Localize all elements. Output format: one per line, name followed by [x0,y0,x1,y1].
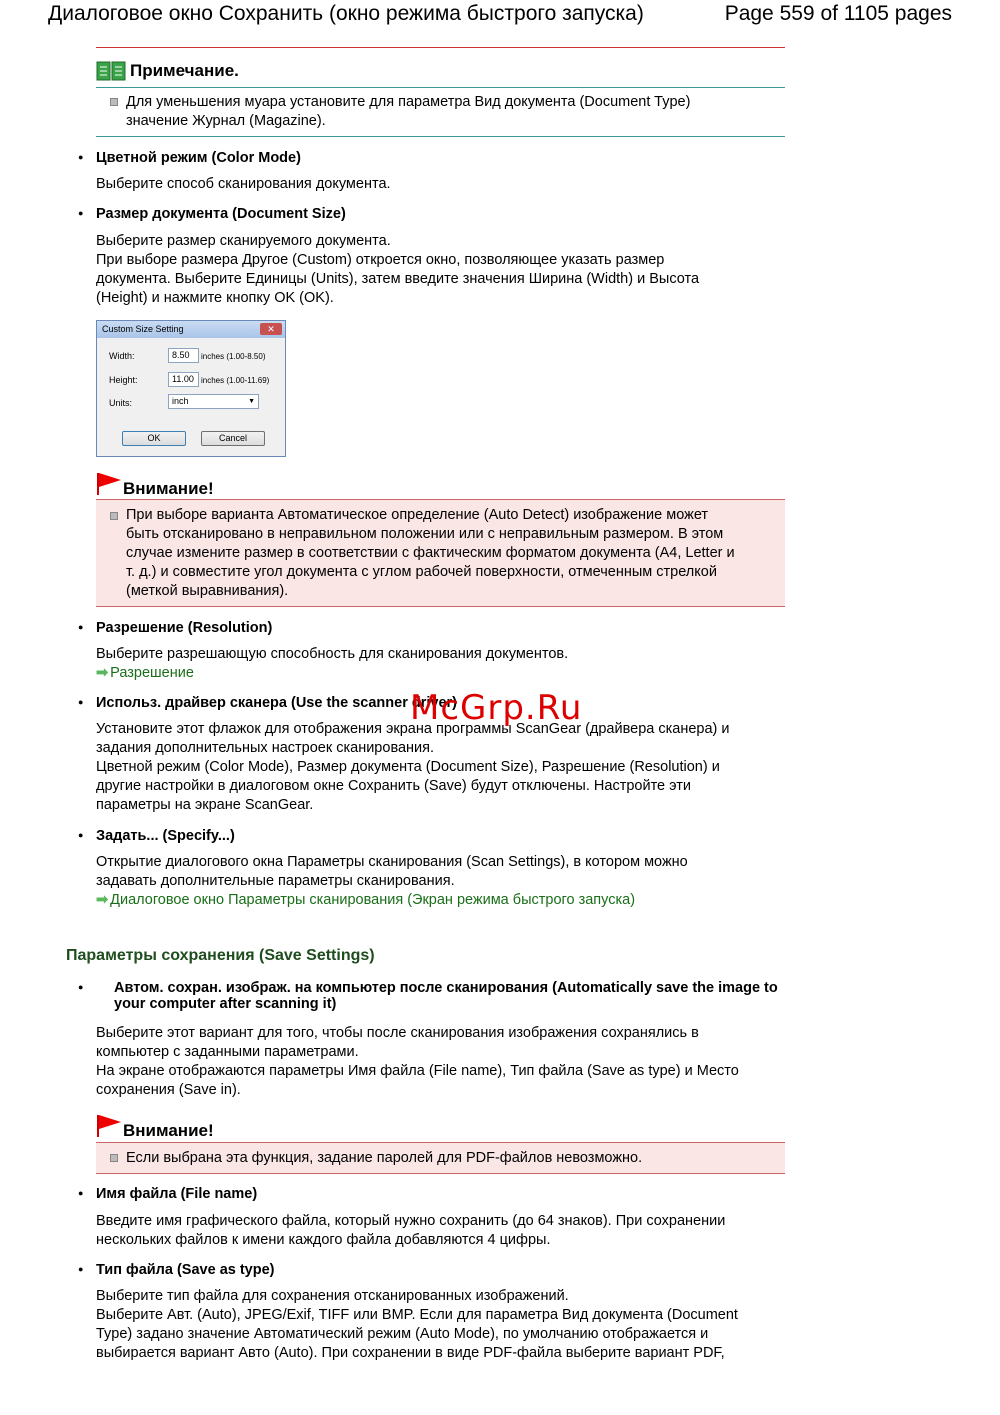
save-type-text: Выберите тип файла для сохранения отсканированных изображений. Выберите Авт. (Auto), JPEG/Exif, TIFF или BMP. Если для параметра Вид документа (Document Type) задано значение Автоматический режим (Auto Mode), по умолчанию отображается и выбирается вариант Авто (Auto). При сохранении в виде PDF-файла выберите вариант PDF, [96,1288,738,1361]
save-type-heading: ● Тип файла (Save as type) [78,1262,275,1278]
specify-heading: ● Задать... (Specify...) [78,828,235,844]
flag-icon [96,1114,122,1138]
ok-button[interactable]: OK [122,431,186,446]
doc-size-text: Выберите размер сканируемого документа. При выборе размера Другое (Custom) откроется окно, позволяющее указать размер документа. Выберите Единицы (Units), затем введите значения Ширина (Width) и Высота (Height) и нажмите кнопку OK (OK). [96,233,700,306]
resolution-text: Выберите разрешающую способность для сканирования документов. [96,646,569,662]
color-mode-text: Выберите способ сканирования документа. [96,176,391,192]
cancel-button[interactable]: Cancel [201,431,265,446]
width-label: Width: [109,351,135,361]
book-icon [96,60,126,82]
page-header-title: Диалоговое окно Сохранить (окно режима быстрого запуска) [48,2,644,25]
note-title: Примечание. [130,61,239,80]
units-select[interactable] [168,394,259,409]
page-number: Page 559 of 1105 pages [724,2,952,25]
caution-bullet-icon [110,1154,118,1162]
file-name-text: Введите имя графического файла, который нужно сохранить (до 64 знаков). При сохранении нескольких файлов к имени каждого файла добавляются 4 цифры. [96,1213,726,1248]
note-heading [96,60,239,82]
file-name-heading: ● Имя файла (File name) [78,1186,257,1202]
caution-title: Внимание! [123,479,214,498]
scan-settings-link[interactable]: ➡ Диалоговое окно Параметры сканирования (Экран режима быстрого запуска) [96,892,636,908]
note-bullet-icon [110,98,118,106]
units-label: Units: [109,398,133,408]
arrow-right-icon: ➡ [96,665,109,681]
close-icon[interactable]: ✕ [260,323,282,335]
width-hint: inches (1.00-8.50) [201,352,266,361]
caution-title: Внимание! [123,1121,214,1140]
height-input[interactable]: 11.00 [168,372,199,387]
doc-size-heading: ● Размер документа (Document Size) [78,206,346,222]
note-bottom-rule [96,136,785,137]
caution-text: При выборе варианта Автоматическое определение (Auto Detect) изображение может быть отсканировано в неправильном положении или с неправильным размером. В этом случае измените размер в соответствии с фактическим форматом документа (A4, Letter и т. д.) и совместите угол документа с углом рабочей поверхности, отмеченным стрелкой (меткой выравнивания). [126,507,735,599]
height-hint: inches (1.00-11.69) [201,376,270,385]
scanner-driver-text: Установите этот флажок для отображения экрана программы ScanGear (драйвера сканера) и задания дополнительных настроек сканирования. Цветной режим (Color Mode), Размер документа (Document Size), Разрешение (Resolution) и другие настройки в диалоговом окне Сохранить (Save) будут отключены. Настройте эти параметры на экране ScanGear. [96,721,730,813]
color-mode-heading: ● Цветной режим (Color Mode) [78,150,301,166]
specify-text: Открытие диалогового окна Параметры сканирования (Scan Settings), в котором можно задавать дополнительные параметры сканирования. [96,854,688,889]
header-divider [96,47,785,48]
resolution-link[interactable]: ➡ Разрешение [96,665,194,681]
width-input[interactable]: 8.50 [168,348,199,363]
dialog-title: Custom Size Setting [102,324,184,334]
note-top-rule [96,87,785,88]
custom-size-dialog [96,320,286,457]
section-title: Параметры сохранения (Save Settings) [66,947,375,964]
dialog-titlebar [97,321,285,338]
watermark: McGrp.Ru [410,688,583,728]
caution-text: Если выбрана эта функция, задание паролей для PDF-файлов невозможно. [126,1150,643,1166]
auto-save-heading: ● Автом. сохран. изображ. на компьютер после сканирования (Automatically save the image to your computer after scanning it) [78,980,778,1012]
resolution-heading: ● Разрешение (Resolution) [78,620,272,636]
arrow-right-icon: ➡ [96,892,109,908]
chevron-down-icon: ▼ [248,398,255,405]
height-label: Height: [109,375,138,385]
note-text: Для уменьшения муара установите для параметра Вид документа (Document Type) значение Журнал (Magazine). [126,94,691,129]
flag-icon [96,472,122,496]
units-value: inch [172,396,189,406]
auto-save-text: Выберите этот вариант для того, чтобы после сканирования изображения сохранялись в компьютер с заданными параметрами. На экране отображаются параметры Имя файла (File name), Тип файла (Save as type) и Место сохранения (Save in). [96,1025,739,1098]
scanner-driver-heading: ● Использ. драйвер сканера (Use the scanner driver) [78,695,457,711]
caution-bullet-icon [110,512,118,520]
